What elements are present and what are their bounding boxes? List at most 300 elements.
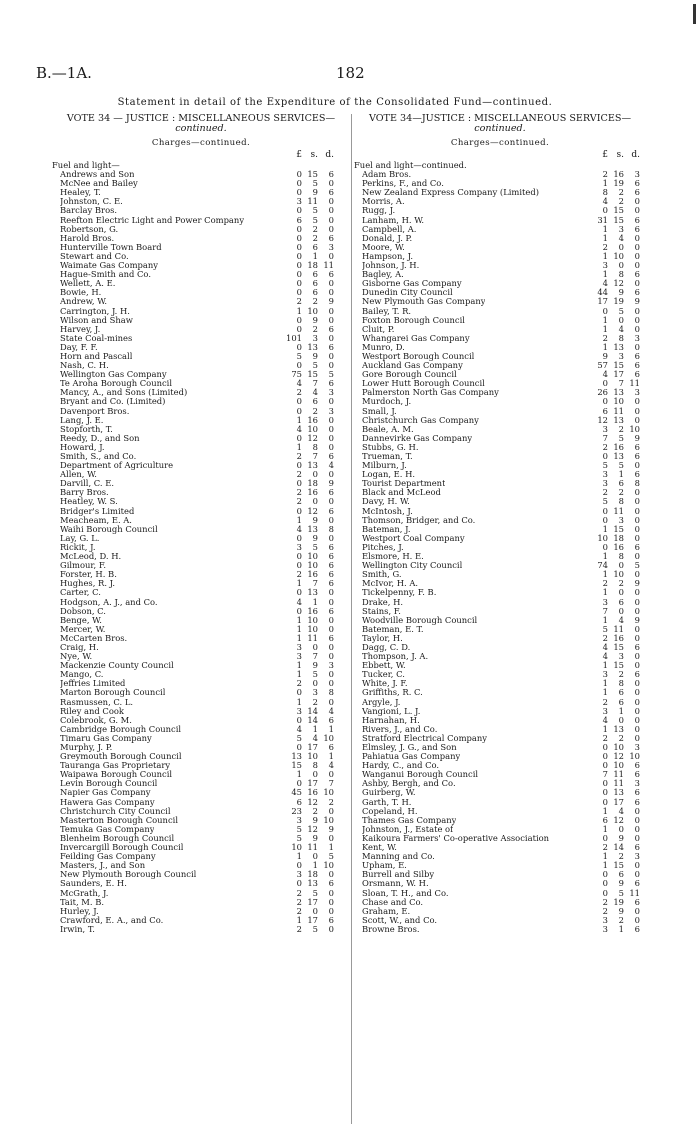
shillings-value: 10 xyxy=(307,623,318,634)
payee-name: Andrew, W. xyxy=(60,297,108,307)
shillings-value: 11 xyxy=(613,505,624,516)
pounds-value: 26 xyxy=(597,387,608,398)
pence-value: 0 xyxy=(328,396,334,407)
pounds-value: 1 xyxy=(296,632,302,643)
payee-name: Stewart and Co. xyxy=(60,251,129,261)
pounds-value: 13 xyxy=(291,751,302,762)
shillings-value: 10 xyxy=(613,742,624,752)
shillings-value: 6 xyxy=(618,869,624,880)
pence-value: 8 xyxy=(328,523,334,534)
pence-value: 5 xyxy=(328,851,334,862)
shillings-value: 10 xyxy=(307,751,318,762)
pence-value: 9 xyxy=(634,614,640,625)
pounds-value: 1 xyxy=(602,269,608,280)
pence-value: 0 xyxy=(328,305,334,316)
pence-value: 0 xyxy=(328,432,334,443)
shillings-value: 7 xyxy=(312,451,318,461)
pounds-value: 4 xyxy=(602,369,608,380)
shillings-value: 11 xyxy=(613,405,624,416)
shillings-value: 5 xyxy=(312,669,318,680)
pence-value: 6 xyxy=(328,187,334,198)
pounds-value: 6 xyxy=(296,796,302,807)
payee-name: Te Aroha Borough Council xyxy=(60,379,173,389)
payee-name: Gilmour, F. xyxy=(60,561,106,571)
table-row xyxy=(52,188,350,197)
payee-name: Foxton Borough Council xyxy=(362,315,465,325)
shillings-value: 0 xyxy=(312,851,318,862)
pounds-value: 0 xyxy=(296,278,302,289)
shillings-value: 15 xyxy=(613,360,624,371)
shillings-value: 15 xyxy=(613,641,624,652)
table-row xyxy=(52,716,350,725)
payee-name: Waimate Gas Company xyxy=(60,261,158,271)
shillings-value: 19 xyxy=(613,296,624,307)
pence-value: 6 xyxy=(634,369,640,380)
payee-name: Stratford Electrical Company xyxy=(362,733,488,743)
pence-value: 6 xyxy=(328,878,334,889)
shillings-value: 11 xyxy=(613,769,624,780)
pounds-value: 5 xyxy=(602,460,608,471)
shillings-value: 16 xyxy=(307,787,318,798)
pence-value: 6 xyxy=(328,605,334,616)
pounds-value: 0 xyxy=(296,314,302,325)
pounds-value: 5 xyxy=(296,823,302,834)
payee-name: Cambridge Borough Council xyxy=(60,724,182,734)
pence-value: 0 xyxy=(634,914,640,925)
pounds-value: 1 xyxy=(602,569,608,580)
pence-value: 9 xyxy=(328,296,334,307)
shillings-value: 6 xyxy=(618,687,624,698)
pounds-header: £ xyxy=(296,150,302,160)
table-row xyxy=(52,343,350,352)
payee-name: Stopforth, T. xyxy=(60,424,113,434)
pence-value: 0 xyxy=(328,669,334,680)
pence-value: 3 xyxy=(634,778,640,789)
payee-name: Black and McLeod xyxy=(362,488,441,498)
pounds-value: 1 xyxy=(296,614,302,625)
pence-value: 6 xyxy=(328,341,334,352)
pence-value: 6 xyxy=(328,487,334,498)
shillings-value: 1 xyxy=(618,705,624,716)
pounds-value: 2 xyxy=(602,905,608,916)
pounds-value: 0 xyxy=(296,551,302,562)
payee-name: Bagley, A. xyxy=(362,270,404,280)
pounds-value: 101 xyxy=(286,332,302,343)
table-row xyxy=(52,543,350,552)
pence-value: 2 xyxy=(328,796,334,807)
pounds-value: 0 xyxy=(296,287,302,298)
shillings-value: 1 xyxy=(312,723,318,734)
shillings-value: 6 xyxy=(618,696,624,707)
shillings-value: 9 xyxy=(312,814,318,825)
vote-heading-text: VOTE 34—JUSTICE : MISCELLANEOUS SERVICES— xyxy=(368,113,632,124)
payee-name: Dannevirke Gas Company xyxy=(362,433,473,443)
table-row xyxy=(52,479,350,488)
pounds-value: 0 xyxy=(296,432,302,443)
pence-value: 0 xyxy=(634,678,640,689)
shillings-value: 13 xyxy=(613,414,624,425)
shillings-value: 16 xyxy=(613,632,624,643)
right-column xyxy=(354,114,646,934)
table-row xyxy=(52,279,350,288)
shillings-value: 15 xyxy=(613,660,624,671)
table-row xyxy=(52,652,350,661)
pounds-value: 0 xyxy=(296,341,302,352)
pence-value: 0 xyxy=(634,505,640,516)
pence-value: 10 xyxy=(323,860,334,871)
pence-value: 10 xyxy=(629,751,640,762)
payee-name: Bryant and Co. (Limited) xyxy=(60,397,166,407)
payee-name: Vangioni, L. J. xyxy=(362,706,421,716)
pounds-value: 4 xyxy=(602,641,608,652)
shillings-value: 2 xyxy=(312,296,318,307)
payee-name: Murdoch, J. xyxy=(362,397,412,407)
pounds-value: 0 xyxy=(296,532,302,543)
pounds-value: 0 xyxy=(296,742,302,752)
pence-value: 6 xyxy=(328,714,334,725)
currency-header xyxy=(354,150,646,161)
table-row xyxy=(52,488,350,497)
pounds-value: 75 xyxy=(291,369,302,380)
pounds-value: 1 xyxy=(296,660,302,671)
charges-heading: Charges—continued. xyxy=(151,138,251,148)
pence-value: 0 xyxy=(328,414,334,425)
pounds-value: 1 xyxy=(602,341,608,352)
table-row xyxy=(52,497,350,506)
pence-value: 0 xyxy=(328,441,334,452)
pence-value: 0 xyxy=(634,532,640,543)
pounds-value: 3 xyxy=(602,423,608,434)
column-divider xyxy=(351,114,352,1124)
pence-value: 6 xyxy=(634,287,640,298)
section-heading xyxy=(52,161,350,170)
pounds-value: 0 xyxy=(602,205,608,216)
table-row xyxy=(52,898,350,907)
pence-value: 6 xyxy=(634,878,640,889)
table-row xyxy=(52,752,350,761)
pence-value: 0 xyxy=(328,887,334,898)
table-row xyxy=(52,807,350,816)
payee-name: Harold Bros. xyxy=(60,233,115,243)
payee-name: McGrath, J. xyxy=(60,888,109,898)
pence-value: 0 xyxy=(328,423,334,434)
pounds-value: 3 xyxy=(602,260,608,271)
payee-name: Riley and Cook xyxy=(60,706,124,716)
pence-value: 0 xyxy=(634,569,640,580)
shillings-value: 9 xyxy=(312,314,318,325)
shillings-value: 5 xyxy=(312,205,318,216)
payee-name: Lanham, H. W. xyxy=(362,215,425,225)
document-reference: B.—1A. xyxy=(36,64,92,82)
section-label: Fuel and light—continued. xyxy=(354,161,467,170)
shillings-value: 7 xyxy=(312,578,318,589)
pence-value: 0 xyxy=(328,314,334,325)
pounds-value: 3 xyxy=(602,705,608,716)
shillings-value: 5 xyxy=(618,460,624,471)
table-row xyxy=(52,197,350,206)
pence-value: 0 xyxy=(634,241,640,252)
pounds-value: 1 xyxy=(296,578,302,589)
pence-value: 10 xyxy=(323,814,334,825)
table-row xyxy=(52,507,350,516)
shillings-value: 10 xyxy=(613,569,624,580)
table-row xyxy=(52,707,350,716)
payee-name: Barry Bros. xyxy=(60,488,109,498)
table-row xyxy=(52,425,350,434)
pounds-value: 5 xyxy=(602,496,608,507)
pence-value: 0 xyxy=(634,723,640,734)
table-row xyxy=(52,661,350,670)
pence-value: 0 xyxy=(328,250,334,261)
pence-value: 3 xyxy=(328,241,334,252)
shillings-value: 0 xyxy=(312,769,318,780)
pounds-value: 0 xyxy=(296,178,302,189)
pounds-value: 2 xyxy=(296,451,302,461)
table-row xyxy=(52,861,350,870)
shillings-value: 5 xyxy=(312,923,318,934)
shillings-value: 12 xyxy=(613,278,624,289)
pounds-value: 2 xyxy=(602,842,608,853)
shillings-value: 9 xyxy=(618,905,624,916)
pence-value: 9 xyxy=(328,478,334,489)
table-row xyxy=(52,525,350,534)
payee-name: Westport Borough Council xyxy=(362,351,475,361)
pounds-value: 1 xyxy=(602,178,608,189)
pounds-value: 4 xyxy=(296,378,302,389)
payee-name: Donald, J. P. xyxy=(362,233,413,243)
pounds-value: 4 xyxy=(602,714,608,725)
pence-value: 0 xyxy=(634,278,640,289)
payee-name: Pahiatua Gas Company xyxy=(362,752,461,762)
pence-value: 6 xyxy=(328,551,334,562)
shillings-value: 2 xyxy=(618,187,624,198)
pounds-value: 6 xyxy=(602,814,608,825)
pence-value: 1 xyxy=(328,723,334,734)
pence-value: 4 xyxy=(328,460,334,471)
table-row xyxy=(52,388,350,397)
shillings-value: 2 xyxy=(312,323,318,334)
vote-heading-text: VOTE 34 — JUSTICE : MISCELLANEOUS SERVICES— xyxy=(66,113,336,124)
pounds-value: 2 xyxy=(296,496,302,507)
pence-value: 0 xyxy=(634,605,640,616)
pounds-value: 0 xyxy=(296,505,302,516)
shillings-value: 11 xyxy=(307,842,318,853)
pounds-value: 0 xyxy=(602,887,608,898)
payee-name: McLeod, D. H. xyxy=(60,552,122,562)
pounds-value: 7 xyxy=(602,432,608,443)
payee-name: Tucker, C. xyxy=(362,670,405,680)
shillings-value: 10 xyxy=(613,250,624,261)
payee-name: Carrington, J. H. xyxy=(60,306,130,316)
table-row xyxy=(52,761,350,770)
pounds-value: 1 xyxy=(296,669,302,680)
payee-name: Andrews and Son xyxy=(60,170,135,180)
shillings-value: 10 xyxy=(307,305,318,316)
pence-header: d. xyxy=(631,150,640,160)
pence-value: 3 xyxy=(634,851,640,862)
pence-value: 6 xyxy=(328,742,334,752)
pence-value: 3 xyxy=(328,660,334,671)
pence-value: 6 xyxy=(328,378,334,389)
payee-name: Greymouth Borough Council xyxy=(60,752,182,762)
pence-value: 0 xyxy=(634,205,640,216)
pounds-value: 31 xyxy=(597,214,608,225)
shillings-value: 8 xyxy=(618,332,624,343)
payee-name: Saunders, E. H. xyxy=(60,879,127,889)
shillings-value: 8 xyxy=(618,678,624,689)
payee-name: New Plymouth Borough Council xyxy=(60,870,197,880)
pence-value: 3 xyxy=(328,405,334,416)
payee-name: Napier Gas Company xyxy=(60,788,151,798)
shillings-value: 15 xyxy=(613,523,624,534)
shillings-value: 5 xyxy=(312,360,318,371)
pounds-value: 1 xyxy=(296,914,302,925)
payee-name: Elmsley, J. G., and Son xyxy=(362,743,457,752)
pounds-value: 10 xyxy=(291,842,302,853)
pounds-value: 0 xyxy=(602,778,608,789)
payee-name: Mancy, A., and Sons (Limited) xyxy=(60,388,188,398)
payee-name: Wilson and Shaw xyxy=(60,315,133,325)
pounds-value: 0 xyxy=(296,396,302,407)
payee-name: Thames Gas Company xyxy=(362,815,457,825)
pounds-value: 0 xyxy=(296,241,302,252)
shillings-value: 9 xyxy=(312,832,318,843)
shillings-value: 0 xyxy=(312,469,318,480)
payee-name: McNee and Bailey xyxy=(60,179,138,189)
pounds-value: 0 xyxy=(602,378,608,389)
shillings-value: 13 xyxy=(613,387,624,398)
payee-name: Temuka Gas Company xyxy=(60,824,155,834)
table-row xyxy=(52,561,350,570)
shillings-value: 4 xyxy=(618,232,624,243)
shillings-value: 14 xyxy=(613,842,624,853)
pounds-value: 6 xyxy=(296,214,302,225)
shillings-value: 18 xyxy=(307,869,318,880)
payee-name: Heatley, W. S. xyxy=(60,497,118,507)
payee-name: Healey, T. xyxy=(60,188,101,198)
pounds-value: 3 xyxy=(602,669,608,680)
pence-value: 3 xyxy=(634,169,640,180)
payee-name: Bateman, E. T. xyxy=(362,624,424,634)
payee-name: McCarten Bros. xyxy=(60,633,128,643)
charges-heading: Charges—continued. xyxy=(450,138,550,148)
pounds-value: 2 xyxy=(602,241,608,252)
table-row xyxy=(52,225,350,234)
table-row xyxy=(52,698,350,707)
pence-value: 0 xyxy=(328,287,334,298)
pence-value: 0 xyxy=(328,214,334,225)
pounds-value: 3 xyxy=(296,651,302,662)
payee-name: Ebbett, W. xyxy=(362,661,406,671)
shillings-value: 2 xyxy=(618,196,624,207)
payee-name: Rugg, J. xyxy=(362,206,396,216)
pence-value: 0 xyxy=(328,178,334,189)
pounds-value: 0 xyxy=(296,714,302,725)
payee-name: Rivers, J., and Co. xyxy=(362,724,438,734)
payee-name: Crawford, E. A., and Co. xyxy=(60,915,164,925)
shillings-value: 1 xyxy=(312,596,318,607)
table-row xyxy=(52,206,350,215)
pence-value: 0 xyxy=(634,832,640,843)
payee-name: Bowie, H. xyxy=(60,288,102,298)
pounds-value: 9 xyxy=(602,350,608,361)
shillings-value: 5 xyxy=(312,214,318,225)
pounds-value: 3 xyxy=(602,469,608,480)
shillings-value: 2 xyxy=(618,851,624,862)
pence-value: 9 xyxy=(634,432,640,443)
shillings-value: 4 xyxy=(618,805,624,816)
shillings-value: 6 xyxy=(618,478,624,489)
pounds-value: 2 xyxy=(296,896,302,907)
pounds-value: 17 xyxy=(597,296,608,307)
pounds-value: 0 xyxy=(602,541,608,552)
payee-name: Horn and Pascall xyxy=(60,351,133,361)
shillings-value: 15 xyxy=(307,369,318,380)
table-row xyxy=(52,634,350,643)
pounds-value: 2 xyxy=(602,441,608,452)
pounds-value: 1 xyxy=(296,623,302,634)
payee-name: Taylor, H. xyxy=(362,633,403,643)
shillings-value: 13 xyxy=(613,723,624,734)
pence-value: 0 xyxy=(634,651,640,662)
shillings-value: 2 xyxy=(312,405,318,416)
pounds-value: 0 xyxy=(296,605,302,616)
table-row xyxy=(52,588,350,597)
table-row xyxy=(52,788,350,797)
table-row xyxy=(52,734,350,743)
shillings-value: 9 xyxy=(312,532,318,543)
payee-name: Howard, J. xyxy=(60,442,105,452)
shillings-value: 8 xyxy=(312,441,318,452)
pence-value: 6 xyxy=(328,632,334,643)
pounds-value: 2 xyxy=(296,923,302,934)
payee-name: Stains, F. xyxy=(362,606,401,616)
pence-value: 0 xyxy=(328,278,334,289)
payee-name: Benge, W. xyxy=(60,615,102,625)
table-row xyxy=(52,516,350,525)
pence-value: 9 xyxy=(634,296,640,307)
payee-name: Whangarei Gas Company xyxy=(362,333,470,343)
pounds-value: 1 xyxy=(296,769,302,780)
table-row xyxy=(52,407,350,416)
pence-value: 0 xyxy=(328,623,334,634)
payee-name: Stubbs, G. H. xyxy=(362,442,419,452)
pence-value: 11 xyxy=(323,260,334,271)
shillings-value: 2 xyxy=(618,578,624,589)
pence-value: 0 xyxy=(634,514,640,525)
payee-name: Palmerston North Gas Company xyxy=(362,388,499,398)
table-row xyxy=(52,688,350,697)
payee-name: Barclay Bros. xyxy=(60,206,118,216)
payee-name: Irwin, T. xyxy=(60,924,95,934)
pence-value: 0 xyxy=(634,905,640,916)
pence-value: 9 xyxy=(634,578,640,589)
pounds-value: 0 xyxy=(602,878,608,889)
pounds-value: 0 xyxy=(296,169,302,180)
shillings-value: 10 xyxy=(613,760,624,771)
table-row xyxy=(52,216,350,225)
payee-name: Gisborne Gas Company xyxy=(362,279,462,289)
shillings-header: s. xyxy=(310,150,318,160)
pence-value: 0 xyxy=(328,678,334,689)
pounds-value: 0 xyxy=(296,460,302,471)
shillings-value: 13 xyxy=(307,341,318,352)
shillings-value: 16 xyxy=(307,605,318,616)
shillings-value: 11 xyxy=(613,778,624,789)
pence-value: 0 xyxy=(634,414,640,425)
pence-value: 6 xyxy=(634,451,640,461)
shillings-value: 5 xyxy=(618,305,624,316)
